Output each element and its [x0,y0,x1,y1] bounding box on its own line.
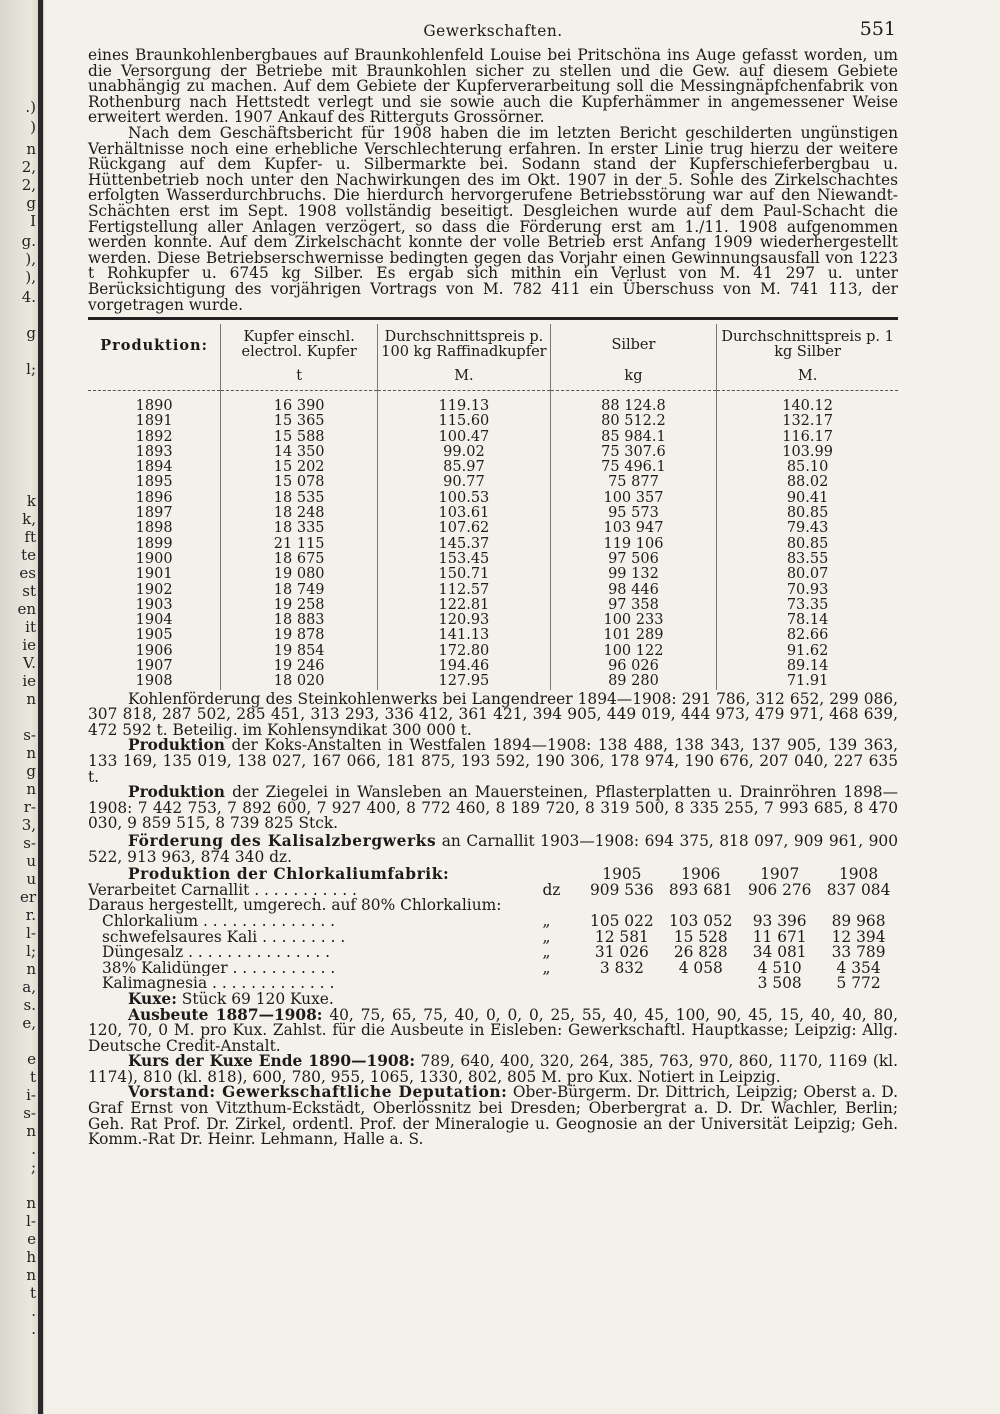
year-cell: 1900 [135,550,173,567]
table-row [88,521,898,536]
margin-fragment: t [29,1284,36,1302]
value-cell: 75 307.6 [550,445,716,460]
value-cell: 100.47 [378,430,551,445]
value-cell: 89.14 [717,659,898,674]
margin-fragment: n [26,1122,36,1140]
value-cell: 18 883 [221,613,378,628]
value-cell: 145.37 [378,537,551,552]
chlor-row-value: 3 508 [757,974,802,993]
kuxe-text: Stück 69 120 Kuxe. [176,989,334,1008]
table-row [88,506,898,521]
chlor-row-label: Daraus hergestellt, umgerech. auf 80% Chlorkalium: [88,898,502,914]
margin-fragment: en [17,600,36,618]
chlor-row [88,880,898,899]
table-row [88,598,898,613]
value-cell: 141.13 [378,628,551,643]
value-cell: 21 115 [221,537,378,552]
value-cell: 80.85 [717,537,898,552]
chlor-label: Produktion der Chlorkaliumfabrik: [128,867,450,883]
year-cell: 1892 [135,428,173,445]
table-row [88,537,898,552]
margin-fragment: l- [26,1212,36,1230]
units-row [88,367,898,391]
chlor-row-value: 4 058 [678,958,723,977]
year-cell: 1895 [135,474,173,491]
value-cell: 75 496.1 [550,460,716,475]
value-cell: 96 026 [550,659,716,674]
margin-fragment: s. [23,996,36,1014]
value-cell: 103.61 [378,506,551,521]
year-cell: 1906 [135,642,173,659]
margin-fragment: ), [25,268,36,286]
margin-fragment: g. [21,232,36,250]
margin-fragment: n [26,140,36,158]
value-cell: 88.02 [717,475,898,490]
margin-fragment: ft [24,528,36,546]
chlor-row-value: 93 396 [752,911,807,930]
unit-cell [88,367,221,391]
margin-fragment: i- [26,1086,36,1104]
margin-fragment: st [22,582,36,600]
value-cell: 15 078 [221,475,378,490]
margin-fragment: s- [23,1104,36,1122]
value-cell: 119.13 [378,399,551,414]
table-row [88,644,898,659]
value-cell: 97 358 [550,598,716,613]
chlor-row-value: 33 789 [831,943,886,962]
value-cell: 90.41 [717,491,898,506]
value-cell: 97 506 [550,552,716,567]
unit-cell: M. [717,367,898,391]
chlor-row-value: 5 772 [836,974,881,993]
margin-fragment: l- [26,924,36,942]
margin-fragment: ; [30,1158,36,1176]
value-cell: 18 675 [221,552,378,567]
chlor-row-value: 105 022 [590,911,654,930]
value-cell: 100 357 [550,491,716,506]
margin-fragment: te [21,546,36,564]
margin-fragment: l; [26,360,36,378]
chlor-row-value: 909 536 [590,880,654,899]
year-cell: 1905 [135,627,173,644]
table-row [88,628,898,643]
kuxe-label: Kuxe: [128,989,177,1008]
margin-fragment: . [31,1302,36,1320]
vorstand-label: Vorstand: Gewerkschaftliche Deputation: [128,1083,508,1102]
value-cell: 75 877 [550,475,716,490]
margin-fragment: 4. [21,288,36,306]
value-cell: 82.66 [717,628,898,643]
value-cell: 80.07 [717,567,898,582]
chlor-row-label: Kalimagnesia . . . . . . . . . . . . . [102,976,335,992]
vorstand-paragraph [88,1085,898,1147]
year-cell: 1904 [135,612,173,629]
margin-fragment: t [29,1068,36,1086]
spacer-row [88,390,898,399]
year-cell: 1898 [135,520,173,537]
year-cell: 1897 [135,505,173,522]
table-row [88,583,898,598]
year-cell: 1901 [135,566,173,583]
value-cell: 15 588 [221,430,378,445]
ausbeute-label: Ausbeute 1887—1908: [128,1005,323,1024]
margin-fragment: n [26,1266,36,1284]
table-body [88,367,898,690]
value-cell: 18 335 [221,521,378,536]
chlor-row-unit: „ [542,911,551,930]
margin-fragment: 2, [21,158,36,176]
margin-fragment: g [26,762,36,780]
year-cell: 1896 [135,489,173,506]
value-cell: 115.60 [378,414,551,429]
value-cell: 150.71 [378,567,551,582]
ausbeute-paragraph [88,1005,898,1055]
page-number: 551 [859,18,896,40]
kurs-paragraph [88,1054,898,1085]
margin-fragment: e [27,1050,36,1068]
margin-fragment: e [27,1230,36,1248]
value-cell: 127.95 [378,674,551,689]
margin-fragment: . [31,1320,36,1338]
value-cell: 90.77 [378,475,551,490]
value-cell: 140.12 [717,399,898,414]
running-title: Gewerkschaften. [423,22,563,40]
chlor-row-value: 12 394 [831,927,886,946]
value-cell: 80 512.2 [550,414,716,429]
table-row [88,659,898,674]
year-cell: 1890 [135,397,173,414]
ausbeute-text: 40, 75, 65, 75, 40, 0, 0, 0, 25, 55, 40, 45, 100, 90, 45, 15, 40, 40, 80, 120, 70, 0 M. pro Kux. Zahlst. für die Ausbeute in Eisleben: Gewerkschaftl. Hauptkasse; Leipzig: Allg. Deutsche Credit-Anstalt. [88,1005,898,1055]
unit-cell: kg [550,367,716,391]
ziegel-label: Produktion [128,783,225,802]
margin-fragment: r. [25,906,36,924]
value-cell: 83.55 [717,552,898,567]
table-row [88,399,898,414]
value-cell: 18 020 [221,674,378,689]
margin-fragment: h [26,1248,36,1266]
margin-fragment: u [26,852,36,870]
margin-fragment: a, [22,978,36,996]
col-header-silver-price: Durchschnittspreis p. 1 kg Silber [717,324,898,367]
chlor-row-label: 38% Kalidünger . . . . . . . . . . . [102,960,336,977]
kurs-label: Kurs der Kuxe Ende 1890—1908: [128,1052,416,1071]
value-cell: 95 573 [550,506,716,521]
table-row [88,445,898,460]
col-header-silver: Silber [550,324,716,367]
page-content [88,20,898,1148]
chlor-row-unit: „ [542,943,551,962]
table-row [88,491,898,506]
table-row [88,430,898,445]
kali-paragraph [88,831,898,866]
value-cell: 16 390 [221,399,378,414]
table-row [88,460,898,475]
table-row [88,475,898,490]
table-header-row [88,324,898,367]
value-cell: 18 535 [221,491,378,506]
chlor-row-unit: „ [542,927,551,946]
value-cell: 120.93 [378,613,551,628]
koks-text: der Koks-Anstalten in Westfalen 1894—1908: 138 488, 138 343, 137 905, 139 363, 133 169, 135 019, 138 027, 167 066, 181 875, 193 592, 190 306, 178 974, 190 676, 207 040, 227 635 t. [88,736,898,786]
year-cell: 1903 [135,596,173,613]
chlor-row-value: 89 968 [831,911,886,930]
unit-cell: t [221,367,378,391]
value-cell: 15 202 [221,460,378,475]
value-cell: 99.02 [378,445,551,460]
value-cell: 194.46 [378,659,551,674]
table-row [88,674,898,689]
chlor-year: 1906 [681,865,721,884]
margin-fragment: . [31,1140,36,1158]
value-cell: 88 124.8 [550,399,716,414]
table-row [88,414,898,429]
chlor-row-value: 4 510 [757,958,802,977]
value-cell: 112.57 [378,583,551,598]
value-cell: 73.35 [717,598,898,613]
margin-fragment: ie [22,672,36,690]
value-cell: 19 878 [221,628,378,643]
value-cell: 89 280 [550,674,716,689]
table-row [88,567,898,582]
margin-fragment: ie [22,636,36,654]
value-cell: 71.91 [717,674,898,689]
chlor-row-value: 103 052 [668,911,733,930]
production-table [88,324,898,690]
chlor-year: 1907 [760,865,800,884]
value-cell: 101 289 [550,628,716,643]
value-cell: 19 854 [221,644,378,659]
margin-fragment: g [26,324,36,342]
value-cell: 78.14 [717,613,898,628]
value-cell: 91.62 [717,644,898,659]
margin-fragment: n [26,960,36,978]
value-cell: 80.85 [717,506,898,521]
kali-label: Förderung des Kalisalzbergwerks [128,831,437,850]
value-cell: 79.43 [717,521,898,536]
value-cell: 19 258 [221,598,378,613]
value-cell: 100 122 [550,644,716,659]
margin-fragment: 3, [21,816,36,834]
koks-label: Produktion [128,736,225,755]
chlor-row-label: schwefelsaures Kali . . . . . . . . . [102,929,346,946]
margin-fragment: e, [22,1014,36,1032]
margin-fragment: g [26,194,36,212]
year-cell: 1891 [135,413,173,430]
value-cell: 100 233 [550,613,716,628]
value-cell: 100.53 [378,491,551,506]
ziegel-text: der Ziegelei in Wansleben an Mauersteinen, Pflasterplatten u. Drainröhren 1898—1908: 7 442 753, 7 892 600, 7 927 400, 8 772 460, 8 189 720, 8 319 500, 8 335 255, 7 993 685, 8 470 030, 9 859 515, 8 739 825 Stck. [88,783,898,833]
year-cell: 1902 [135,581,173,598]
margin-fragment: V. [23,654,36,672]
value-cell: 70.93 [717,583,898,598]
col-header-copper: Kupfer einschl. electrol. Kupfer [221,324,378,367]
margin-fragment: 2, [21,176,36,194]
value-cell: 172.80 [378,644,551,659]
margin-fragment: k, [22,510,36,528]
unit-cell: M. [378,367,551,391]
value-cell: 103 947 [550,521,716,536]
chlor-row-value: 26 828 [673,943,728,962]
chlor-row-label: Verarbeitet Carnallit . . . . . . . . . . . [88,882,357,899]
margin-fragment: n [26,690,36,708]
margin-fragment: .) [25,98,36,116]
year-cell: 1894 [135,459,173,476]
chlor-table [88,880,898,993]
value-cell: 15 365 [221,414,378,429]
chlor-row-unit: dz [542,880,561,899]
value-cell: 116.17 [717,430,898,445]
kurs-text: 789, 640, 400, 320, 264, 385, 763, 970, 860, 1170, 1169 (kl. 1174), 810 (kl. 818), 600, 780, 955, 1065, 1330, 802, 805 M. pro Kux. Notiert in Leipzig. [88,1052,898,1086]
value-cell: 19 080 [221,567,378,582]
margin-fragment: u [26,870,36,888]
chlor-row-value: 3 832 [599,958,644,977]
margin-fragment: r- [23,798,36,816]
vorstand-text: Ober-Bürgerm. Dr. Dittrich, Leipzig; Oberst a. D. Graf Ernst von Vitzthum-Eckstädt, Oberlössnitz bei Dresden; Oberbergrat a. D. Dr. Wachler, Berlin; Geh. Rat Prof. Dr. Zirkel, ordentl. Prof. der Mineralogie u. Geognosie an der Universität Leipzig; Geh. Komm.-Rat Dr. Heinr. Lehmann, Halle a. S. [88,1083,898,1149]
kohlen-paragraph: Kohlenförderung des Steinkohlenwerks bei Langendreer 1894—1908: 291 786, 312 652, 299 086, 307 818, 287 502, 285 451, 313 293, 336 412, 361 421, 394 905, 449 019, 444 973, 479 971, 468 639, 472 592 t. Beteilig. im Kohlensyndikat 300 000 t. [88,689,898,739]
binding-rule [38,0,43,1414]
margin-fragment: s- [23,834,36,852]
year-cell: 1899 [135,535,173,552]
value-cell: 85.97 [378,460,551,475]
value-cell: 14 350 [221,445,378,460]
value-cell: 18 248 [221,506,378,521]
chlor-row-value: 15 528 [673,927,728,946]
year-cell: 1907 [135,658,173,675]
chlor-row-value: 31 026 [594,943,649,962]
koks-paragraph [88,738,898,785]
ziegel-paragraph [88,785,898,832]
chlor-row-value: 837 084 [826,880,891,899]
table-row [88,613,898,628]
chlor-row-value: 893 681 [668,880,733,899]
margin-fragment: n [26,1194,36,1212]
chlor-year: 1905 [602,865,642,884]
value-cell: 85 984.1 [550,430,716,445]
chlor-row-value: 906 276 [747,880,812,899]
chlor-year: 1908 [838,865,879,884]
margin-fragment: l; [26,942,36,960]
year-cell: 1893 [135,443,173,460]
page-header [88,20,898,48]
margin-fragment: s- [23,726,36,744]
margin-fragment: ), [25,250,36,268]
value-cell: 98 446 [550,583,716,598]
intro-paragraph-2: Nach dem Geschäftsbericht für 1908 haben die im letzten Bericht geschilderten ungünstigen Verhältnisse noch eine erhebliche Verschlechterung erfahren. In erster Linie trug hierzu der weitere Rückgang auf dem Kupfer- u. Silbermarkte bei. Sodann stand der Kupferschieferbergbau u. Hüttenbetrieb noch unter den Nachwirkungen des im Okt. 1907 in der 5. Sohle des Zirkelschachtes erfolgten Wasserdurchbruchs. Die hierdurch hervorgerufene Betriebsstörung war auf den Niewandt-Schächten erst im Sept. 1908 vollständig beseitigt. Desgleichen wurde auf dem Paul-Schacht die Fertigstellung aller Anlagen verzögert, so dass die Förderung erst am 1./11. 1908 aufgenommen werden konnte. Auf dem Zirkelschacht konnte der volle Betrieb erst Anfang 1909 wiederhergestellt werden. Diese Betriebserschwernisse bedingten gegen das Vorjahr einen Gewinnungsausfall von 1223 t Rohkupfer u. 6745 kg Silber. Es ergab sich mithin ein Verlust von M. 41 297 u. unter Berücksichtigung des vorjährigen Vortrags von M. 782 411 ein Überschuss von M. 741 113, der vorgetragen wurde. [88,123,898,314]
kali-text: an Carnallit 1903—1908: 694 375, 818 097, 909 961, 900 522, 913 963, 874 340 dz. [88,831,898,866]
value-cell: 85.10 [717,460,898,475]
value-cell: 132.17 [717,414,898,429]
value-cell: 18 749 [221,583,378,598]
value-cell: 119 106 [550,537,716,552]
margin-fragment: I [30,212,36,230]
chlor-row-value: 12 581 [594,927,649,946]
col-header-copper-price: Durchschnittspreis p. 100 kg Raffinadkupfer [378,324,551,367]
value-cell: 153.45 [378,552,551,567]
table-row [88,552,898,567]
chlor-row-unit: „ [542,958,551,977]
margin-fragment: ) [30,118,36,136]
value-cell: 99 132 [550,567,716,582]
chlor-row-value: 34 081 [752,943,807,962]
chlor-row-value: 11 671 [752,927,807,946]
chlor-row-value: 4 354 [836,958,881,977]
value-cell: 103.99 [717,445,898,460]
margin-fragment: n [26,744,36,762]
margin-fragment: n [26,780,36,798]
year-cell: 1908 [135,673,173,690]
col-header-production: Produktion: [100,336,208,354]
margin-fragment: it [25,618,36,636]
table-top-rule [88,317,898,320]
intro-paragraph-1: eines Braunkohlenbergbaues auf Braunkohlenfeld Louise bei Pritschöna ins Auge gefasst worden, um die Versorgung der Betriebe mit Braunkohlen sicher zu stellen und die Gew. auf diesem Gebiete unabhängig zu machen. Auf dem Gebiete der Kupferverarbeitung soll die Messingnäpfchenfabrik von Rothenburg nach Hettstedt verlegt und sie sowie auch die Kupferhämmer in angemessener Weise erweitert werden. 1907 Ankauf des Ritterguts Grossörner. [88,46,898,127]
margin-fragment: k [26,492,36,510]
value-cell: 107.62 [378,521,551,536]
chlor-row-label: Chlorkalium . . . . . . . . . . . . . . [102,913,336,930]
value-cell: 19 246 [221,659,378,674]
value-cell: 122.81 [378,598,551,613]
margin-fragment: er [19,888,36,906]
margin-fragment: es [19,564,36,582]
chlor-row-label: Düngesalz . . . . . . . . . . . . . . . [102,945,330,961]
